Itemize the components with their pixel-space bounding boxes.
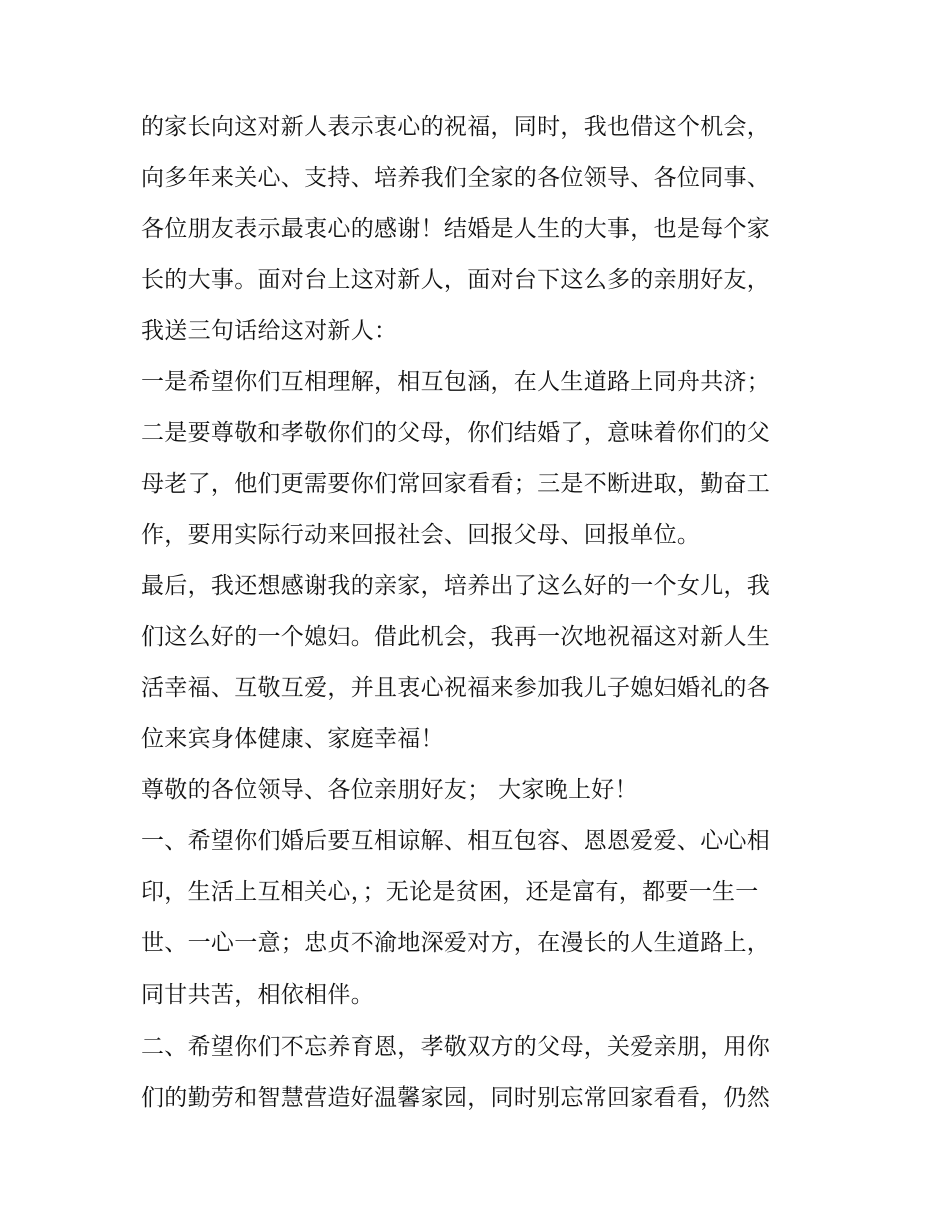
text-line: 世、一心一意；忠贞不渝地深爱对方，在漫长的人生道路上， [141,930,771,956]
text-line: 印，生活上互相关心，；无论是贫困，还是富有，都要一生一 [141,879,759,905]
text-line: 最后，我还想感谢我的亲家，培养出了这么好的一个女儿，我 [141,573,771,599]
text-line: 二、希望你们不忘养育恩，孝敬双方的父母，关爱亲朋，用你 [141,1034,771,1060]
text-line: 作，要用实际行动来回报社会、回报父母、回报单位。 [141,522,701,548]
text-line: 尊敬的各位领导、各位亲朋好友； 大家晚上好！ [141,777,638,803]
text-line: 长的大事。面对台上这对新人，面对台下这么多的亲朋好友， [141,267,771,293]
text-line: 母老了，他们更需要你们常回家看看；三是不断进取，勤奋工 [141,471,771,497]
text-line: 我送三句话给这对新人： [141,318,398,344]
text-line: 同甘共苦，相依相伴。 [141,982,374,1008]
text-line: 二是要尊敬和孝敬你们的父母，你们结婚了，意味着你们的父 [141,420,771,446]
text-line: 各位朋友表示最衷心的感谢！结婚是人生的大事，也是每个家 [141,216,771,242]
document-body [141,102,821,1124]
text-line: 们这么好的一个媳妇。借此机会，我再一次地祝福这对新人生 [141,624,771,650]
text-line: 位来宾身体健康、家庭幸福！ [141,726,444,752]
text-line: 一、希望你们婚后要互相谅解、相互包容、恩恩爱爱、心心相 [141,828,771,854]
text-line: 向多年来关心、支持、培养我们全家的各位领导、各位同事、 [141,165,771,191]
text-line: 的家长向这对新人表示衷心的祝福，同时，我也借这个机会， [141,114,771,140]
text-line: 们的勤劳和智慧营造好温馨家园，同时别忘常回家看看，仍然 [141,1085,771,1111]
text-line: 一是希望你们互相理解，相互包涵，在人生道路上同舟共济； [141,369,771,395]
text-line: 活幸福、互敬互爱，并且衷心祝福来参加我儿子媳妇婚礼的各 [141,675,771,701]
